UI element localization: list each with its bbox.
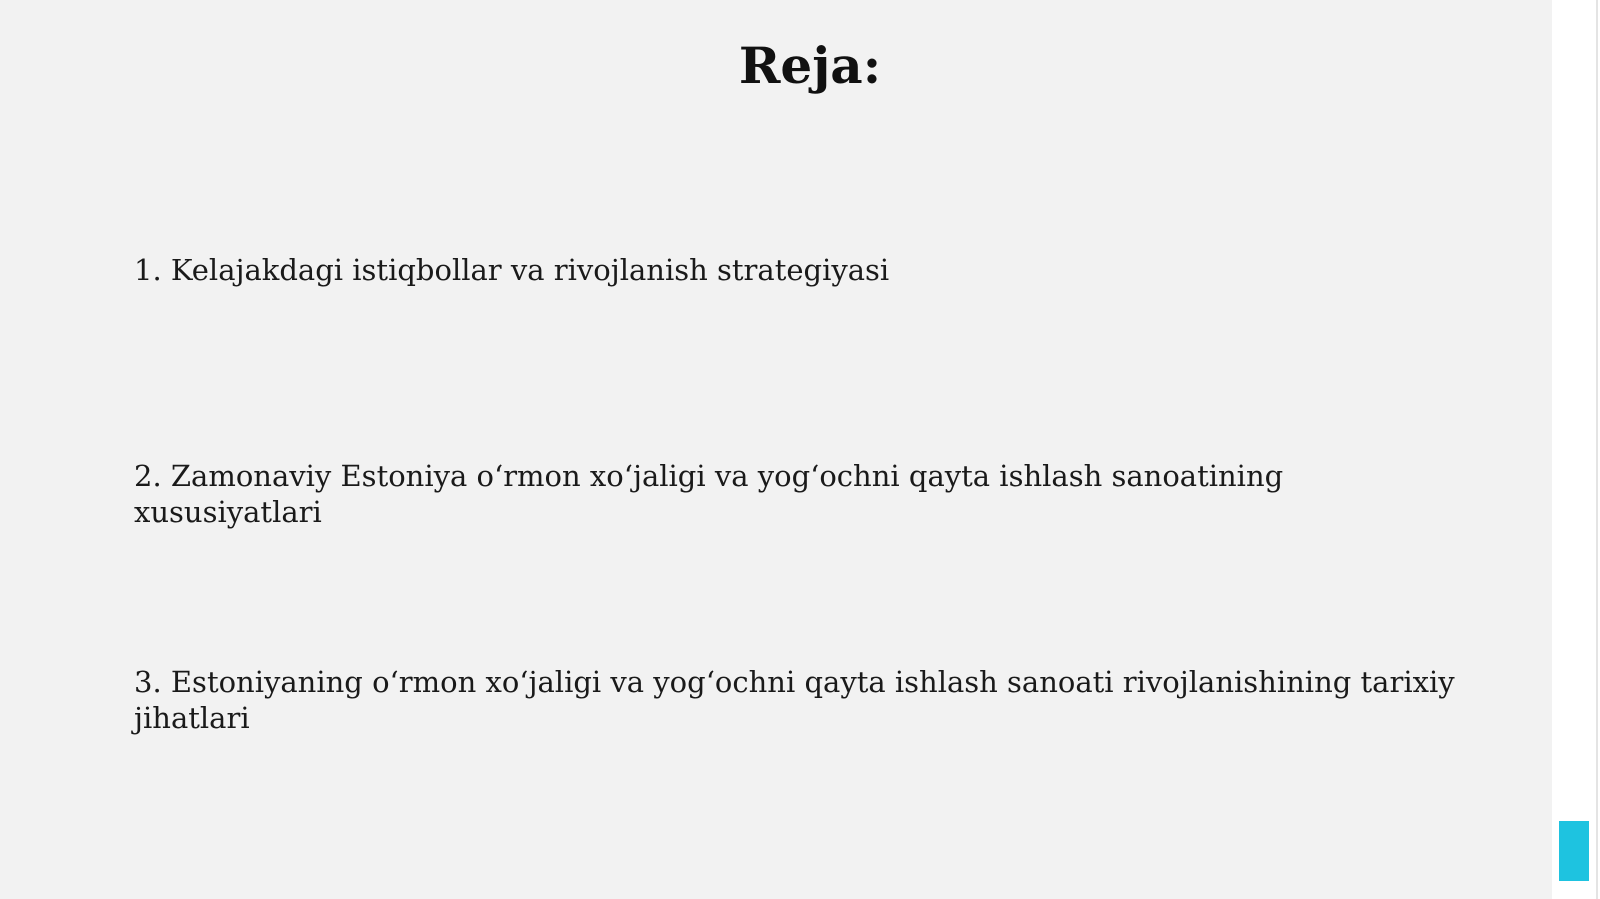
plan-item-2: 2. Zamonaviy Estoniya o‘rmon xo‘jaligi va yog‘ochni qayta ishlash sanoatining xususiyatlari xyxy=(134,459,1284,529)
accent-tab xyxy=(1559,821,1589,881)
plan-item-1: 1. Kelajakdagi istiqbollar va rivojlanish strategiyasi xyxy=(134,253,890,287)
slide-title: Reja: xyxy=(738,36,882,95)
right-margin-strip xyxy=(1552,0,1600,899)
plan-item-3: 3. Estoniyaning o‘rmon xo‘jaligi va yog‘ochni qayta ishlash sanoati rivojlanishining tarixiy jihatlari xyxy=(134,665,1455,735)
right-edge-line xyxy=(1596,0,1598,899)
